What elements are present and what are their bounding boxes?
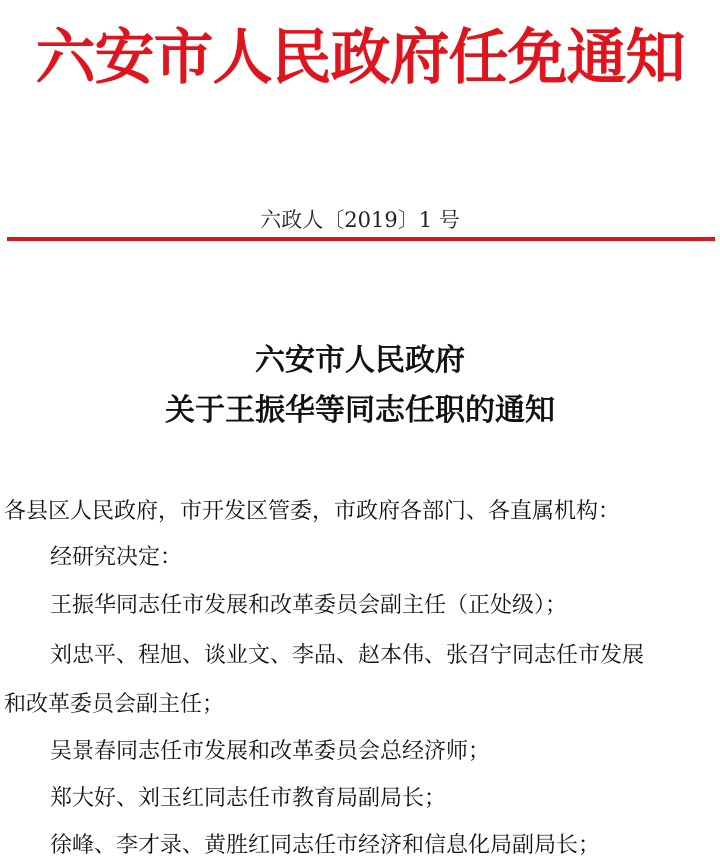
notice-title-line-1: 六安市人民政府	[255, 343, 465, 378]
appointment-item-3: 吴景春同志任市发展和改革委员会总经济师；	[50, 739, 491, 764]
appointment-item-1: 王振华同志任市发展和改革委员会副主任（正处级）；	[50, 593, 568, 618]
appointment-item-4: 郑大好、刘玉红同志任市教育局副局长；	[50, 786, 447, 811]
document-number: 六政人〔2019〕1 号	[260, 208, 460, 232]
appointment-item-2-line-1: 刘忠平、程旭、谈业文、李品、赵本伟、张召宁同志任市发展	[50, 643, 645, 668]
red-divider-rule	[7, 237, 715, 241]
addressee-line: 各县区人民政府，市开发区管委，市政府各部门、各直属机构：	[4, 499, 621, 524]
masthead-title: 六安市人民政府任免通知	[35, 23, 685, 93]
notice-title-line-2: 关于王振华等同志任职的通知	[165, 393, 555, 428]
intro-line: 经研究决定：	[50, 545, 183, 570]
appointment-item-5: 徐峰、李才录、黄胜红同志任市经济和信息化局副局长；	[50, 833, 601, 858]
appointment-item-2-line-2: 和改革委员会副主任；	[4, 692, 225, 717]
